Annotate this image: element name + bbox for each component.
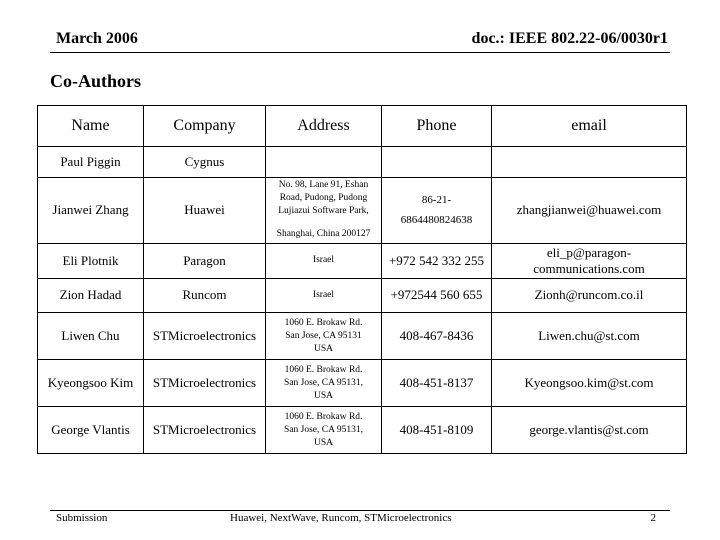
author-phone (382, 177, 492, 243)
footer-companies: Huawei, NextWave, Runcom, STMicroelectronics (230, 512, 452, 524)
address-line: Lujiazui Software Park, (278, 206, 369, 217)
header-doc-id: doc.: IEEE 802.22-06/0030r1 (471, 30, 668, 47)
table-row (38, 278, 687, 313)
author-address (266, 313, 382, 360)
author-phone (382, 313, 492, 360)
address-line: San Jose, CA 95131 (285, 330, 362, 341)
author-address (266, 407, 382, 454)
author-company: Runcom (144, 278, 266, 313)
address-line: No. 98, Lane 91, Eshan (278, 180, 369, 191)
author-email: Zionh@runcom.co.il (492, 278, 687, 313)
header-date: March 2006 (56, 30, 138, 47)
author-name: Eli Plotnik (38, 243, 144, 278)
address-line: Road, Pudong, Pudong (279, 193, 368, 204)
author-phone (382, 278, 492, 313)
author-name: Liwen Chu (38, 313, 144, 360)
table-row (38, 243, 687, 278)
phone-line: +972544 560 655 (390, 287, 483, 303)
address-line: Israel (312, 255, 335, 266)
footer-rule (50, 510, 670, 511)
author-company: STMicroelectronics (144, 360, 266, 407)
column-header-name: Name (38, 106, 144, 147)
co-authors-table (37, 105, 687, 454)
author-company: Cygnus (144, 147, 266, 178)
author-name: Jianwei Zhang (38, 177, 144, 243)
author-company: Huawei (144, 177, 266, 243)
table-row (38, 407, 687, 454)
column-header-email: email (492, 106, 687, 147)
address-line: 1060 E. Brokaw Rd. (284, 411, 363, 422)
column-header-address: Address (266, 106, 382, 147)
address-line (268, 218, 379, 228)
address-line: San Jose, CA 95131, (284, 377, 363, 388)
table-row (38, 177, 687, 243)
author-company: STMicroelectronics (144, 313, 266, 360)
author-email: eli_p@paragon-communications.com (492, 243, 687, 278)
author-address (266, 278, 382, 313)
author-company: STMicroelectronics (144, 407, 266, 454)
author-name: Paul Piggin (38, 147, 144, 178)
author-company: Paragon (144, 243, 266, 278)
author-address (266, 177, 382, 243)
address-line: Israel (312, 289, 335, 300)
phone-line: 408-451-8109 (399, 422, 474, 438)
author-phone (382, 243, 492, 278)
column-header-company: Company (144, 106, 266, 147)
table-row (38, 313, 687, 360)
author-email (492, 147, 687, 178)
phone-line: +972 542 332 255 (388, 252, 485, 268)
author-name: Kyeongsoo Kim (38, 360, 144, 407)
author-email: Kyeongsoo.kim@st.com (492, 360, 687, 407)
author-phone (382, 407, 492, 454)
phone-line: 86-21- (421, 194, 452, 207)
author-address (266, 147, 382, 178)
slide-title: Co-Authors (50, 71, 142, 91)
header-rule (50, 52, 670, 53)
author-email: george.vlantis@st.com (492, 407, 687, 454)
author-email: Liwen.chu@st.com (492, 313, 687, 360)
phone-line: 408-467-8436 (399, 328, 474, 344)
author-email: zhangjianwei@huawei.com (492, 177, 687, 243)
address-line: 1060 E. Brokaw Rd. (284, 364, 363, 375)
address-line: 1060 E. Brokaw Rd. (284, 317, 363, 328)
address-line: USA (313, 390, 333, 401)
author-name: George Vlantis (38, 407, 144, 454)
phone-line: 6864480824638 (400, 214, 473, 227)
address-line: USA (313, 437, 333, 448)
page-number: 2 (650, 512, 656, 524)
column-header-phone: Phone (382, 106, 492, 147)
author-address (266, 360, 382, 407)
table-header-row (38, 106, 687, 147)
author-phone (382, 360, 492, 407)
footer-submission: Submission (56, 512, 108, 524)
table-row (38, 147, 687, 178)
phone-line: 408-451-8137 (399, 375, 474, 391)
address-line: San Jose, CA 95131, (284, 424, 363, 435)
address-line: USA (313, 343, 333, 354)
address-line: Shanghai, China 200127 (276, 229, 371, 240)
author-phone (382, 147, 492, 178)
table-row (38, 360, 687, 407)
author-address (266, 243, 382, 278)
author-name: Zion Hadad (38, 278, 144, 313)
